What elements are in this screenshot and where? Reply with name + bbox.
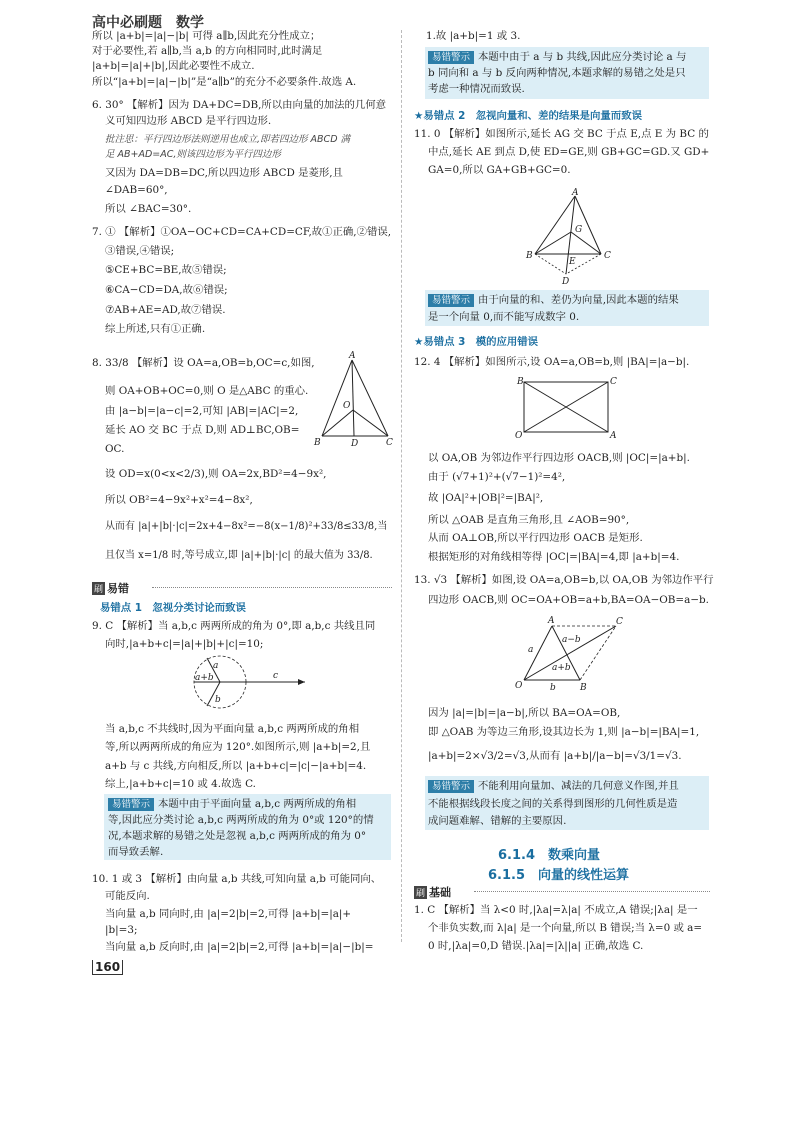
left-line-20: 延长 AO 交 BC 于点 D,则 AD⊥BC,OB= — [105, 424, 300, 436]
fig11-label-g: G — [575, 225, 583, 235]
fig13-label-a: A — [548, 616, 555, 626]
left-line-12: ③错误,④错误; — [105, 245, 175, 257]
fig9-label-c: c — [273, 671, 279, 681]
page-number: 160 — [92, 960, 123, 975]
fig8-label-d: D — [351, 439, 359, 449]
left-line-8: 又因为 DA=DB=DC,所以四边形 ABCD 是菱形,且 — [105, 167, 343, 179]
left-line-29: 当 a,b,c 不共线时,因为平面向量 a,b,c 两两所成的角相 — [105, 723, 360, 735]
figure-8-triangle — [312, 350, 396, 450]
right-line-6: 中点,延长 AE 到点 D,使 ED=GE,则 GB+GC=GD.又 GD+ — [428, 146, 710, 158]
left-line-23: 所以 OB²=4−9x²+x²=4−8x², — [105, 494, 253, 506]
fig8-line-ad — [352, 360, 354, 436]
left-line-38: 可能反向. — [105, 890, 150, 902]
fig11-label-b: B — [526, 251, 533, 261]
left-line-33-text: 本题中由于平面向量 a,b,c 两两所成的角相 — [158, 798, 357, 810]
left-line-22: 设 OD=x(0<x<2/3),则 OA=2x,BD²=4−9x², — [105, 468, 327, 480]
left-line-21: OC. — [105, 443, 125, 455]
column-divider — [401, 30, 402, 942]
fig13-label-apb: a+b — [552, 663, 571, 673]
left-line-4: 6. 30° 【解析】因为 DA+DC=DB,所以由向量的加法的几何意 — [92, 99, 387, 111]
fig11-label-e: E — [569, 257, 576, 267]
right-line-29: 个非负实数,而 λ|a| 是一个向量,所以 B 错误;当 λ=0 或 a= — [428, 922, 703, 934]
fig9-label-a: a — [213, 661, 219, 671]
left-line-9: ∠DAB=60°, — [105, 184, 168, 196]
right-line-2: b 同向和 a 与 b 反向两种情况,本题求解的易错之处是只 — [428, 67, 686, 79]
right-line-7: GA=0,所以 GA+GB+GC=0. — [428, 164, 571, 176]
fig13-label-amb: a−b — [562, 635, 581, 645]
warning-tag-10: 易错警示 — [428, 51, 474, 64]
left-line-2: |a+b|=|a|+|b|,因此必要性不成立. — [92, 60, 255, 72]
left-line-14: ⑥CA−CD=DA,故⑥错误; — [105, 284, 228, 296]
section-easy-wrong — [92, 580, 392, 594]
left-line-18: 则 OA+OB+OC=0,则 O 是△ABC 的重心. — [105, 385, 309, 397]
warning-tag-13: 易错警示 — [428, 780, 474, 793]
left-line-33 — [108, 798, 356, 811]
fig13-label-b: B — [580, 683, 587, 693]
left-line-16: 综上所述,只有①正确. — [105, 323, 206, 335]
page-header: 高中必刷题 数学 — [92, 15, 204, 31]
fig11-line-gb — [535, 232, 571, 254]
left-line-26: 易错点 1 忽视分类讨论而致误 — [100, 602, 246, 614]
left-line-3: 所以“|a+b|=|a|−|b|”是“a∥b”的充分不必要条件.故选 A. — [92, 76, 357, 88]
left-line-11: 7. ① 【解析】①OA−OC+CD=CA+CD=CF,故①正确,②错误, — [92, 226, 392, 238]
right-line-23 — [428, 780, 679, 793]
left-line-1: 对于必要性,若 a∥b,当 a,b 的方向相同时,此时满足 — [92, 45, 323, 57]
section-basic-label: 基础 — [429, 886, 452, 899]
right-line-8 — [428, 294, 679, 307]
left-line-5: 义可知四边形 ABCD 是平行四边形. — [105, 115, 272, 127]
fig8-label-o: O — [343, 401, 351, 411]
left-line-35: 况,本题求解的易错之处是忽视 a,b,c 两两所成的角为 0° — [108, 830, 367, 842]
fig9-arrow-c — [298, 679, 305, 685]
right-line-1 — [428, 51, 686, 64]
right-line-12: 以 OA,OB 为邻边作平行四边形 OACB,则 |OC|=|a+b|. — [428, 452, 690, 464]
left-line-10: 所以 ∠BAC=30°. — [105, 203, 192, 215]
section-easy-wrong-label: 易错 — [107, 582, 130, 595]
figure-9-vectors — [185, 650, 315, 720]
left-line-17: 8. 33/8 【解析】设 OA=a,OB=b,OC=c,如图, — [92, 357, 315, 369]
right-line-24: 不能根据线段长度之间的关系得到图形的几何性质是造 — [428, 798, 678, 810]
right-line-13: 由于 (√7+1)²+(√7−1)²=4², — [428, 471, 566, 483]
fig8-label-a: A — [349, 351, 356, 361]
right-line-18: 13. √3 【解析】如图,设 OA=a,OB=b,以 OA,OB 为邻边作平行 — [414, 574, 714, 586]
right-line-0: 1.故 |a+b|=1 或 3. — [426, 30, 521, 42]
left-line-39: 当向量 a,b 同向时,由 |a|=2|b|=2,可得 |a+b|=|a|+ — [105, 908, 352, 920]
fig12-label-a: A — [610, 431, 617, 441]
fig13-label-o: O — [515, 681, 523, 691]
fig8-line-oc — [353, 410, 388, 436]
right-line-16: 从而 OA⊥OB,所以平行四边形 OACB 是矩形. — [428, 532, 643, 544]
warning-tag-9: 易错警示 — [108, 798, 154, 811]
fig11-label-a: A — [572, 188, 579, 198]
left-line-32: 综上,|a+b+c|=10 或 4.故选 C. — [105, 778, 256, 790]
warning-tag-11: 易错警示 — [428, 294, 474, 307]
fig11-label-c: C — [604, 251, 611, 261]
brush-icon-basic: 刷 — [414, 886, 427, 899]
right-line-14: 故 |OA|²+|OB|²=|BA|², — [428, 492, 544, 504]
fig12-label-c: C — [610, 377, 617, 387]
right-line-30: 0 时,|λa|=0,D 错误.|λa|=|λ||a| 正确,故选 C. — [428, 940, 644, 952]
brush-icon: 刷 — [92, 582, 105, 595]
right-line-21: 即 △OAB 为等边三角形,设其边长为 1,则 |a−b|=|BA|=1, — [428, 726, 700, 738]
right-line-11: 12. 4 【解析】如图所示,设 OA=a,OB=b,则 |BA|=|a−b|. — [414, 356, 690, 368]
fig11-label-d: D — [562, 277, 570, 286]
fig13-label-a-vec: a — [528, 645, 534, 655]
left-line-6: 批注思：平行四边形法则逆用也成立,即若四边形 ABCD 满 — [105, 134, 351, 145]
section-title-6-1-5: 6.1.5 向量的线性运算 — [488, 868, 630, 883]
right-line-5: 11. 0 【解析】如图所示,延长 AG 交 BC 于点 E,点 E 为 BC 的 — [414, 128, 709, 140]
section-dots — [152, 587, 392, 588]
fig8-line-ac — [352, 360, 388, 436]
left-line-31: a+b 与 c 共线,方向相反,所以 |a+b+c|=|c|−|a+b|=4. — [105, 760, 367, 772]
section-title-6-1-4: 6.1.4 数乘向量 — [498, 848, 601, 863]
right-line-20: 因为 |a|=|b|=|a−b|,所以 BA=OA=OB, — [428, 707, 621, 719]
fig13-label-c: C — [616, 617, 623, 627]
left-line-0: 所以 |a+b|=|a|−|b| 可得 a∥b,因此充分性成立； — [92, 30, 321, 42]
figure-13-parallelogram — [512, 612, 632, 696]
left-line-24: 从而有 |a|+|b|·|c|=2x+4−8x²=−8(x−1/8)²+33/8≤33/8,当 — [105, 521, 388, 532]
fig9-label-ab: a+b — [195, 673, 214, 683]
left-line-30: 等,所以两两所成的角应为 120°.如图所示,则 |a+b|=2,且 — [105, 741, 371, 753]
fig13-label-b-vec: b — [550, 683, 556, 693]
section-basic-dots — [474, 891, 710, 892]
left-line-25: 且仅当 x=1/8 时,等号成立,即 |a|+|b|·|c| 的最大值为 33/8. — [105, 550, 373, 561]
fig9-label-b: b — [215, 695, 221, 705]
right-line-3: 考虑一种情况而致误. — [428, 83, 525, 95]
right-line-8-text: 由于向量的和、差仍为向量,因此本题的结果 — [478, 294, 679, 306]
left-line-13: ⑤CE+BC=BE,故⑤错误; — [105, 264, 227, 276]
fig8-line-ab — [322, 360, 352, 436]
figure-12-rectangle — [512, 372, 622, 444]
right-line-25: 成问题难解、错解的主要原因. — [428, 815, 567, 827]
fig13-line-bc — [580, 626, 616, 680]
left-line-15: ⑦AB+AE=AD,故⑦错误. — [105, 304, 226, 316]
fig12-label-b: B — [517, 377, 524, 387]
left-line-41: 当向量 a,b 反向时,由 |a|=2|b|=2,可得 |a+b|=|a|−|b|= — [105, 941, 374, 953]
left-line-40: |b|=3; — [105, 924, 138, 936]
fig12-label-o: O — [515, 431, 523, 441]
left-line-19: 由 |a−b|=|a−c|=2,可知 |AB|=|AC|=2, — [105, 405, 299, 417]
right-line-9: 是一个向量 0,而不能写成数字 0. — [428, 311, 580, 323]
right-line-17: 根据矩形的对角线相等得 |OC|=|BA|=4,即 |a+b|=4. — [428, 551, 680, 563]
right-line-28: 1. C 【解析】当 λ<0 时,|λa|=λ|a| 不成立,A 错误;|λa| 是一 — [414, 904, 698, 916]
right-line-19: 四边形 OACB,则 OC=OA+OB=a+b,BA=OA−OB=a−b. — [428, 594, 709, 606]
section-basic — [414, 884, 710, 898]
left-line-36: 而导致丢解. — [108, 846, 164, 858]
right-line-4: ★易错点 2 忽视向量和、差的结果是向量而致误 — [414, 110, 642, 122]
left-line-34: 等,因此应分类讨论 a,b,c 两两所成的角为 0°或 120°的情 — [108, 814, 374, 826]
right-line-1-text: 本题中由于 a 与 b 共线,因此应分类讨论 a 与 — [478, 51, 687, 63]
left-line-28: 向时,|a+b+c|=|a|+|b|+|c|=10; — [105, 638, 264, 650]
right-line-23-text: 不能利用向量加、减法的几何意义作图,并且 — [478, 780, 679, 792]
left-line-37: 10. 1 或 3 【解析】由向量 a,b 共线,可知向量 a,b 可能同向、 — [92, 873, 382, 885]
left-line-7: 足 AB+AD=AC,则该四边形为平行四边形 — [105, 149, 281, 160]
right-line-22: |a+b|=2×√3/2=√3,从而有 |a+b|/|a−b|=√3/1=√3. — [428, 750, 682, 762]
fig8-label-b: B — [314, 438, 321, 448]
left-line-27: 9. C 【解析】当 a,b,c 两两所成的角为 0°,即 a,b,c 共线且同 — [92, 620, 376, 632]
fig11-line-bd — [535, 254, 566, 274]
right-line-10: ★易错点 3 模的应用错误 — [414, 336, 539, 348]
fig8-label-c: C — [386, 438, 393, 448]
figure-11-triangle — [525, 188, 615, 286]
right-line-15: 所以 △OAB 是直角三角形,且 ∠AOB=90°, — [428, 514, 630, 526]
